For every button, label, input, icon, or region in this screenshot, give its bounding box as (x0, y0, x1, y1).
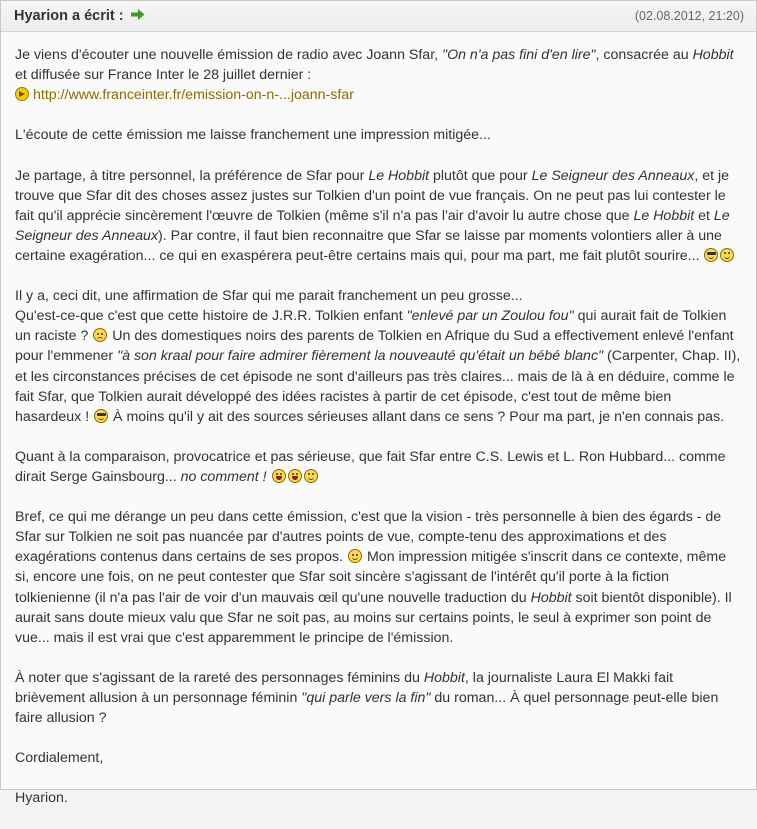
paragraph: Je partage, à titre personnel, la préférence de Sfar pour Le Hobbit plutôt que pour Le Seigneur des Anneaux, et je trouve que Sfar dit des choses assez justes sur Tolkien d'un point de vue français. On ne peut pas lui contester le fait qu'il apprécie sincèrement l'œuvre de Tolkien (même s'il n'a pas l'air d'avoir lu autre chose que Le Hobbit et Le Seigneur des Anneaux). Par contre, il faut bien reconnaitre que Sfar se laisse par moments volontiers aller à une certaine exagération... ce qui en exaspérera peut-être certains mais qui, pour ma part, me fait plutôt sourire... (15, 166, 741, 266)
signature: Hyarion. (15, 790, 68, 807)
paragraph: Quant à la comparaison, provocatrice et pas sérieuse, que fait Sfar entre C.S. Lewis et L. Ron Hubbard... comme dirait Serge Gainsbourg... no comment ! (15, 448, 726, 485)
smile-smiley-icon (720, 248, 734, 262)
smile-smiley-icon (348, 549, 362, 563)
paragraph: Bref, ce qui me dérange un peu dans cette émission, c'est que la vision - très personnelle à bien des égards - de Sfar sur Tolkien ne soit pas nuancée par d'autres points de vue, compte-tenu des approximations et des exagérations contenus dans certains de ses propos. Mon impression mitigée s'inscrit dans ce contexte, même si, encore une fois, on ne peut contester que Sfar soit sincère s'agissant de l'intérêt qu'il porte à la fiction tolkienienne (il n'a pas l'air de voir d'un mauvais œil qu'une nouvelle traduction du Hobbit soit bientôt disponible). Il aurait sans doute mieux valu que Sfar ne soit pas, au moins sur certains points, le seul à exprimer son point de vue... mais il est vrai que c'est apparemment le principe de l'émission. (15, 509, 732, 646)
paragraph: Il y a, ceci dit, une affirmation de Sfar qui me parait franchement un peu grosse... Qu'est-ce-que c'est que cette histoire de J.R.R. Tolkien enfant "enlevé par un Zoulou fou" qui aurait fait de Tolkien un raciste ? Un des domestiques noirs des parents de Tolkien en Afrique du Sud a effectivement enlevé l'enfant pour l'emmener "à son kraal pour faire admirer fièrement la nouveauté qu'était un bébé blanc" (Carpenter, Chap. II), et les circonstances précises de cet épisode ne sont d'ailleurs pas très claires... mais de là à en déduire, comme le fait Sfar, que Tolkien aurait développé des idées racistes à partir de cet épisode, c'est tout de même bien hasardeux ! À moins qu'il y ait des sources sérieuses allant dans ce sens ? Pour ma part, je n'en connais pas. (15, 288, 741, 425)
laugh-smiley-icon (288, 469, 302, 483)
author-label: Hyarion a écrit : (14, 8, 124, 24)
paragraph: Je viens d'écouter une nouvelle émission de radio avec Joann Sfar, "On n'a pas fini d'en lire", consacrée au Hobbit et diffusée sur France Inter le 28 juillet dernier : http://www.franceinter.fr/emission-on-n-...joann-sfar (15, 47, 734, 104)
closing: Cordialement, (15, 750, 104, 767)
go-arrow-icon (15, 87, 29, 101)
paragraph: L'écoute de cette émission me laisse franchement une impression mitigée... (15, 127, 491, 144)
emission-link[interactable]: http://www.franceinter.fr/emission-on-n-...joann-sfar (33, 87, 354, 104)
green-arrow-icon[interactable] (131, 8, 145, 24)
post-author (14, 8, 145, 24)
paragraph: À noter que s'agissant de la rareté des personnages féminins du Hobbit, la journaliste Laura El Makki fait brièvement allusion à un personnage féminin "qui parle vers la fin" du roman... À quel personnage peut-elle bien faire allusion ? (15, 669, 719, 727)
laugh-smiley-icon (272, 469, 286, 483)
cool-smiley-icon (94, 409, 108, 423)
post-body (15, 45, 741, 829)
post-date: (02.08.2012, 21:20) (634, 9, 744, 23)
smile-smiley-icon (304, 469, 318, 483)
confused-smiley-icon (93, 328, 107, 342)
cool-smiley-icon (704, 248, 718, 262)
post-header (1, 1, 756, 32)
